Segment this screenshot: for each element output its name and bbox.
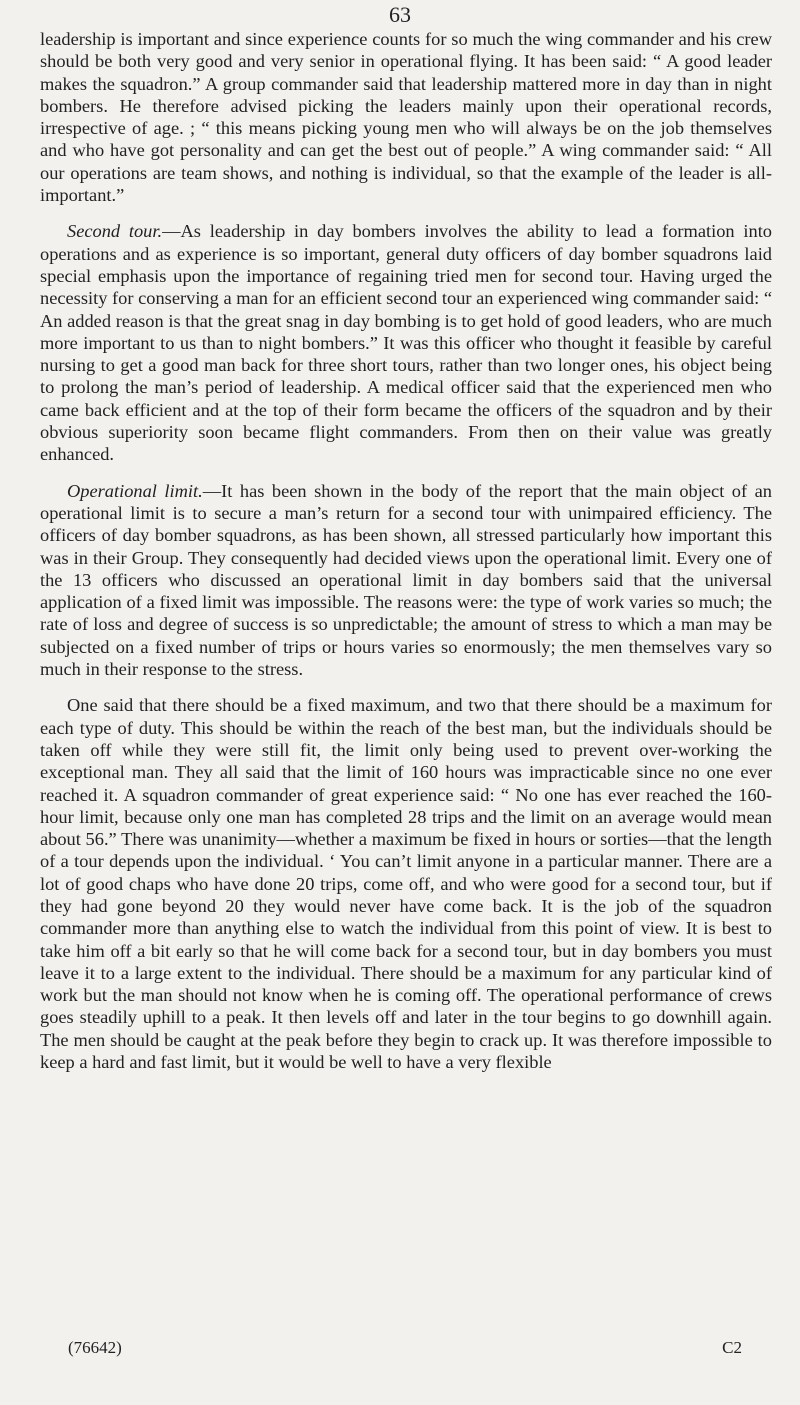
paragraph-fixed-maximum [40,694,772,1073]
print-code: (76642) [68,1338,122,1357]
paragraph-operational-limit [40,480,772,681]
paragraph-second-tour [40,220,772,465]
body-text [40,28,772,1073]
paragraph-text: —As leadership in day bombers involves the ability to lead a formation into operations and as experience is so important, general duty officers of day bomber squadrons laid special emphasis upon the importance of regaining tried men for second tour. Having urged the necessity for conserving a man for an efficient second tour an experienced wing commander said: “ An added reason is that the great snag in day bombing is to get hold of good leaders, who are much more important to us than to night bombers.” It was this officer who thought it feasible by careful nursing to get a good man back for three short tours, rather than two longer ones, his object being to prolong the man’s period of leadership. A medical officer said that the experienced men who came back efficient and at the top of their form became the officers of the squadron and by their obvious superiority soon became flight commanders. From then on their value was greatly enhanced. [40,221,773,465]
paragraph-text: —It has been shown in the body of the report that the main object of an operational limit is to secure a man’s return for a second tour with unimpaired efficiency. The officers of day bomber squadrons, as has been shown, all stressed particularly how important this was in their Group. They consequently had decided views upon the operational limit. Every one of the 13 officers who discussed an operational limit in day bombers said that the universal application of a fixed limit was impossible. The reasons were: the type of work varies so much; the rate of loss and degree of success is so unpredictable; the amount of stress to which a man may be subjected on a fixed number of trips or hours varies so enormously; the men themselves vary so much in their response to the stress. [40,480,773,680]
paragraph-text: One said that there should be a fixed maximum, and two that there should be a maximum for each type of duty. This should be within the reach of the best man, but the individuals should be taken off while they were still fit, the limit only being used to prevent over-working the exceptional man. They all said that the limit of 160 hours was impracticable since no one ever reached it. A squadron commander of great experience said: “ No one has ever reached the 160-hour limit, because only one man has completed 28 trips and the limit on an average would mean about 56.” There was unanimity—whether a maximum be fixed in hours or sorties—that the length of a tour depends upon the individual. ‘ You can’t limit anyone in a particular manner. There are a lot of good chaps who have done 20 trips, come off, and who were good for a second tour, but if they had gone beyond 20 they would never have come back. It is the job of the squadron commander more than anything else to watch the individual from this point of view. It is best to take him off a bit early so that he will come back for a second tour, but in day bombers you must leave it to a large extent to the individual. There should be a maximum for any particular kind of work but the man should not know when he is coming off. The operational performance of crews goes steadily uphill to a peak. It then levels off and later in the tour begins to go downhill again. The men should be caught at the peak before they begin to crack up. It was therefore impossible to keep a hard and fast limit, but it would be well to have a very flexible [40,695,772,1073]
paragraph-leadership [40,28,772,206]
paragraph-text: leadership is important and since experience counts for so much the wing commander and his crew should be both very good and very senior in operational flying. It has been said: “ A good leader makes the squadron.” A group commander said that leadership mattered more in day than in night bombers. He therefore advised picking the leaders mainly upon their operational records, irrespective of age. ; “ this means picking young men who will always be on the job themselves and who have got personality and can get the best out of people.” A wing commander said: “ All our operations are team shows, and nothing is individual, so that the example of the leader is all-important.” [40,29,772,206]
signature-mark: C2 [722,1338,742,1357]
paragraph-heading: Second tour. [67,221,163,242]
page-footer [40,1336,772,1360]
page-number: 63 [389,2,411,27]
paragraph-heading: Operational limit. [67,480,203,501]
